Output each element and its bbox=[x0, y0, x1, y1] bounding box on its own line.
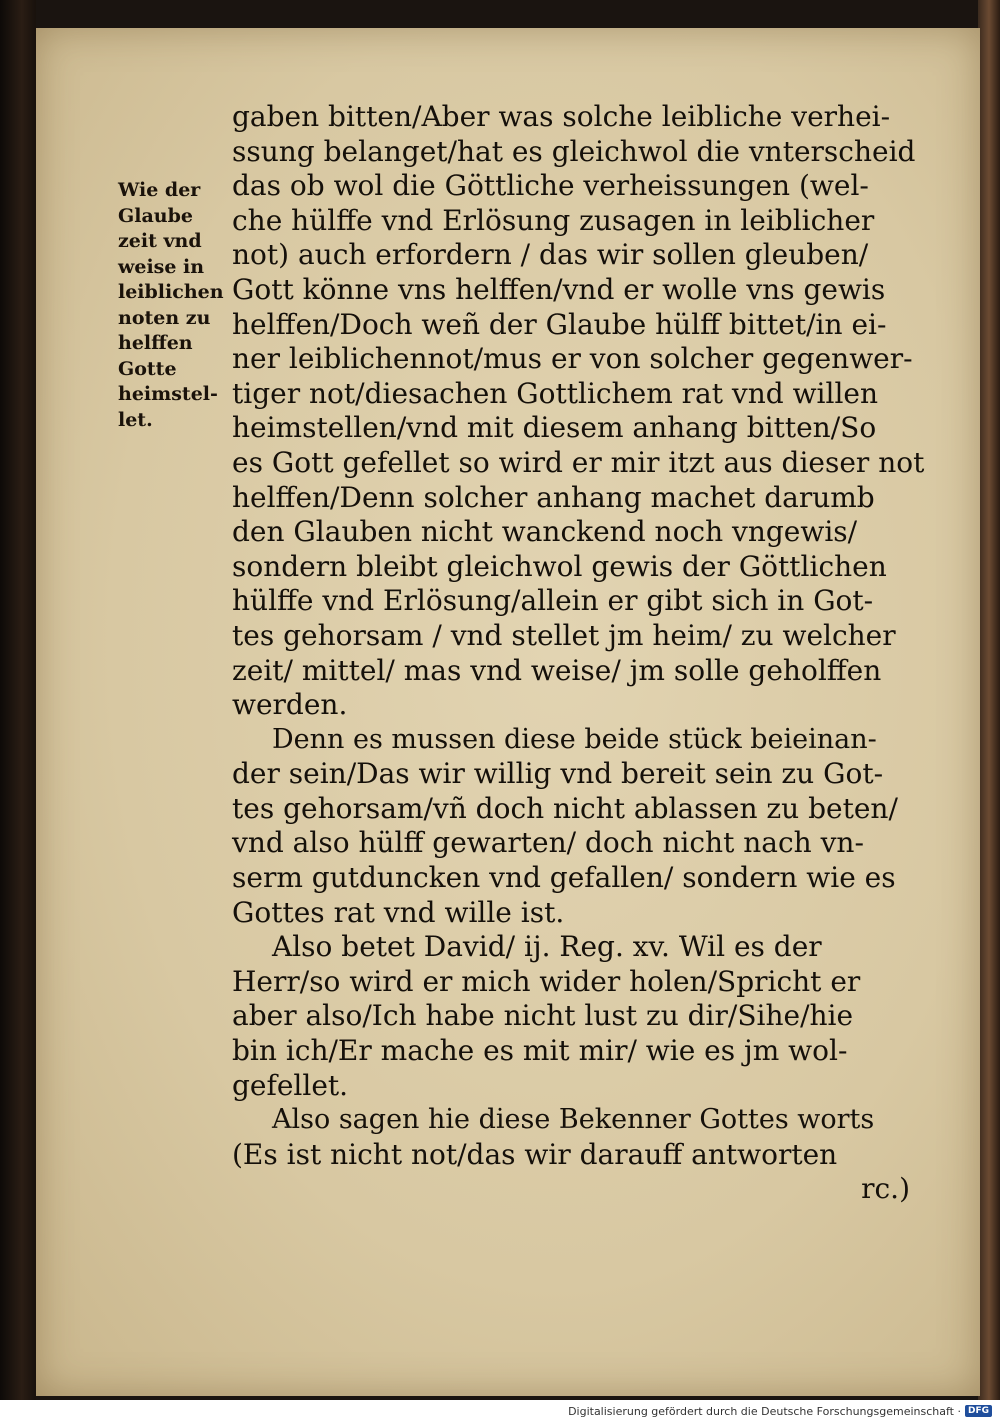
text-line: aber also/Ich habe nicht lust zu dir/Sihe/hie bbox=[232, 999, 854, 1033]
margin-note-line: noten zu bbox=[118, 306, 211, 329]
text-line: werden. bbox=[232, 688, 348, 722]
text-line: gaben bitten/Aber was solche leibliche verhei- bbox=[232, 100, 891, 133]
text-line: der sein/Das wir willig vnd bereit sein zu Got- bbox=[232, 757, 884, 791]
body-text bbox=[232, 100, 925, 1207]
book-spine bbox=[0, 0, 36, 1400]
text-line: gefellet. bbox=[232, 1068, 349, 1102]
text-line: vnd also hülff gewarten/ doch nicht nach vn- bbox=[232, 826, 864, 860]
text-line: helffen/Denn solcher anhang machet darumb bbox=[232, 480, 875, 514]
text-line: Also sagen hie diese Bekenner Gottes worts bbox=[272, 1104, 875, 1136]
margin-note bbox=[118, 178, 224, 433]
text-line: das ob wol die Göttliche verheissungen (wel- bbox=[232, 169, 869, 203]
margin-note-line: let. bbox=[118, 408, 153, 431]
page-edge bbox=[978, 0, 1000, 1400]
text-line: che hülffe vnd Erlösung zusagen in leiblicher bbox=[232, 203, 875, 237]
text-line: (Es ist nicht not/das wir darauff antworten bbox=[232, 1137, 838, 1171]
margin-note-line: leiblichen bbox=[118, 281, 224, 303]
text-line: Gottes rat vnd wille ist. bbox=[232, 895, 565, 929]
text-line: es Gott gefellet so wird er mir itzt aus dieser not bbox=[232, 445, 925, 479]
margin-note-line: zeit vnd bbox=[118, 230, 202, 252]
text-line: not) auch erfordern / das wir sollen gleuben/ bbox=[232, 238, 869, 272]
text-line: serm gutduncken vnd gefallen/ sondern wie es bbox=[232, 861, 896, 895]
footer-text: Digitalisierung gefördert durch die Deutsche Forschungsgemeinschaft · bbox=[568, 1404, 961, 1418]
text-line: hülffe vnd Erlösung/allein er gibt sich in Got- bbox=[232, 584, 874, 618]
margin-note-line: Wie der bbox=[118, 179, 201, 201]
text-line: Denn es mussen diese beide stück beieinan- bbox=[272, 723, 877, 755]
margin-note-line: Gotte bbox=[118, 357, 177, 380]
text-line: helffen/Doch weñ der Glaube hülff bittet/in ei- bbox=[232, 307, 887, 341]
margin-note-line: Glaube bbox=[118, 204, 193, 227]
text-line: den Glauben nicht wanckend noch vngewis/ bbox=[232, 515, 858, 549]
margin-note-line: weise in bbox=[118, 255, 205, 278]
text-line: tes gehorsam / vnd stellet jm heim/ zu welcher bbox=[232, 618, 896, 652]
text-line: Gott könne vns helffen/vnd er wolle vns gewis bbox=[232, 272, 886, 306]
text-line: Also betet David/ ij. Reg. xv. Wil es der bbox=[272, 930, 822, 964]
footer bbox=[568, 1403, 992, 1419]
dfg-logo[interactable]: DFG bbox=[965, 1405, 992, 1417]
text-line: ner leiblichennot/mus er von solcher gegenwer- bbox=[232, 342, 913, 376]
text-line: heimstellen/vnd mit diesem anhang bitten/So bbox=[232, 411, 877, 445]
text-line: rc.) bbox=[861, 1172, 910, 1206]
text-line: tiger not/diesachen Gottlichem rat vnd willen bbox=[232, 376, 879, 410]
margin-note-line: helffen bbox=[118, 332, 193, 354]
text-line: bin ich/Er mache es mit mir/ wie es jm wol- bbox=[232, 1034, 848, 1068]
text-line: ssung belanget/hat es gleichwol die vnterscheid bbox=[232, 134, 916, 168]
text-line: Herr/so wird er mich wider holen/Spricht er bbox=[232, 964, 861, 998]
text-line: tes gehorsam/vñ doch nicht ablassen zu beten/ bbox=[232, 791, 898, 825]
margin-note-line: heimstel- bbox=[118, 383, 218, 405]
text-line: sondern bleibt gleichwol gewis der Göttlichen bbox=[232, 549, 887, 583]
text-line: zeit/ mittel/ mas vnd weise/ jm solle geholffen bbox=[232, 653, 882, 687]
